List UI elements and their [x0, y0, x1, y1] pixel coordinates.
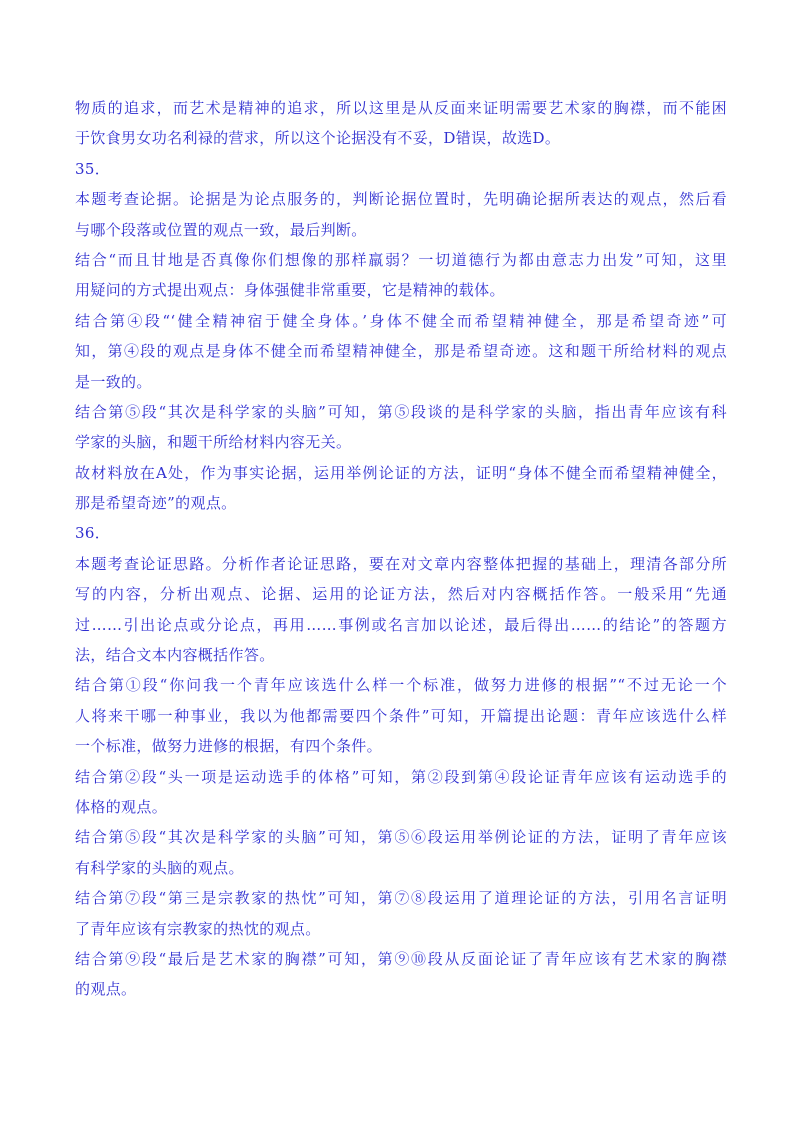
text-line: 那是希望奇迹”的观点。 [75, 494, 237, 513]
text-line: 有科学家的头脑的观点。 [75, 858, 244, 877]
text-line: 结合第⑤段“其次是科学家的头脑”可知，第⑤⑥段运用举例论证的方法，证明了青年应该 [75, 828, 727, 847]
text-line: 人将来干哪一种事业，我以为他都需要四个条件”可知，开篇提出论题：青年应该选什么样 [75, 706, 727, 725]
text-line: 的观点。 [75, 980, 137, 999]
text-line: 过……引出论点或分论点，再用……事例或名言加以论述，最后得出……的结论”的答题方 [75, 615, 727, 634]
text-line: 与哪个段落或位置的观点一致，最后判断。 [75, 220, 367, 239]
text-line: 一个标准，做努力进修的根据，有四个条件。 [75, 737, 383, 756]
text-line: 物质的追求，而艺术是精神的追求，所以这里是从反面来证明需要艺术家的胸襟，而不能困 [75, 99, 727, 117]
text-line: 结合“而且甘地是否真像你们想像的那样羸弱？一切道德行为都由意志力出发”可知，这里 [75, 250, 727, 269]
document-page [75, 93, 727, 1005]
text-line: 结合第⑦段“第三是宗教家的热忱”可知，第⑦⑧段运用了道理论证的方法，引用名言证明 [75, 889, 727, 908]
text-line: 结合第⑤段“其次是科学家的头脑”可知，第⑤段谈的是科学家的头脑，指出青年应该有科 [75, 402, 727, 421]
text-line: 知，第④段的观点是身体不健全而希望精神健全，那是希望奇迹。这和题干所给材料的观点 [75, 342, 727, 361]
text-line: 写的内容，分析出观点、论据、运用的论证方法，然后对内容概括作答。一般采用“先通 [75, 585, 727, 604]
text-line: 了青年应该有宗教家的热忱的观点。 [75, 919, 321, 938]
text-line: 本题考查论证思路。分析作者论证思路，要在对文章内容整体把握的基础上，理清各部分所 [75, 554, 727, 573]
text-line: 于饮食男女功名利禄的营求，所以这个论据没有不妥，D错误，故选D。 [75, 129, 561, 148]
text-line: 结合第④段“‘健全精神宿于健全身体。’身体不健全而希望精神健全，那是希望奇迹”可 [75, 311, 727, 330]
text-line: 法，结合文本内容概括作答。 [75, 646, 275, 665]
text-line: 故材料放在A处，作为事实论据，运用举例论证的方法，证明“身体不健全而希望精神健全， [75, 463, 727, 482]
text-line: 本题考查论据。论据是为论点服务的，判断论据位置时，先明确论据所表达的观点，然后看 [75, 190, 727, 209]
text-line: 体格的观点。 [75, 797, 168, 816]
text-line: 是一致的。 [75, 372, 152, 391]
text-line: 学家的头脑，和题干所给材料内容无关。 [75, 433, 352, 452]
text-line: 结合第⑨段“最后是艺术家的胸襟”可知，第⑨⑩段从反面论证了青年应该有艺术家的胸襟 [75, 949, 727, 968]
text-line: 35． [75, 159, 111, 178]
text-line: 结合第②段“头一项是运动选手的体格”可知，第②段到第④段论证青年应该有运动选手的 [75, 767, 727, 786]
text-line: 结合第①段“你问我一个青年应该选什么样一个标准，做努力进修的根据”“不过无论一个 [75, 676, 727, 695]
text-line: 36． [75, 524, 111, 543]
text-line: 用疑问的方式提出观点：身体强健非常重要，它是精神的载体。 [75, 281, 505, 300]
